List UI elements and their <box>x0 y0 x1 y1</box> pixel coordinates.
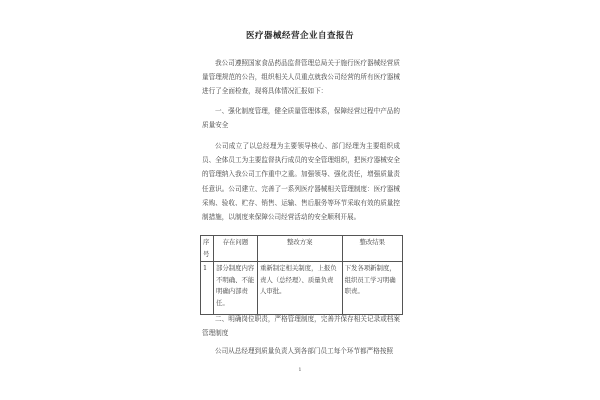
header-problem: 存在问题 <box>213 236 257 262</box>
header-result: 整改结果 <box>342 236 402 262</box>
table-row <box>201 262 403 315</box>
cell-problem: 部分制度内容不明确、不能明确内部责任。 <box>213 262 257 315</box>
page-number: 1 <box>298 367 302 373</box>
section-2-body: 公司从总经理到质量负责人到各部门员工每个环节都严格按照 <box>215 347 394 355</box>
rectification-table <box>200 235 403 315</box>
section-1-body: 公司成立了以总经理为主要领导核心、部门经理为主要组织成员、全体员工为主要监督执行成员的安全管理组织，把医疗器械安全的管理纳入我公司工作重中之重。加强领导、强化责任，增强质量责任意识。公司建立、完善了一系列医疗器械相关管理制度：医疗器械采购、验收、贮存、销售、运输、售后服务等环节采取有效的质量控制措施，以制度来保障公司经营活动的安全顺利开展。 <box>202 142 400 222</box>
cell-result: 下发各项新制度，组织员工学习明确职责。 <box>342 262 402 315</box>
cell-serial-number: 1 <box>201 262 214 315</box>
header-serial-number: 序号 <box>201 236 214 262</box>
table-header-row <box>201 236 403 262</box>
document-title: 医疗器械经营企业自查报告 <box>245 31 354 41</box>
cell-plan: 重新制定相关制度，上报负责人（总经理）、质量负责人审批。 <box>257 262 342 315</box>
section-heading-1: 一、强化制度管理，健全质量管理体系，保障经营过程中产品的质量安全 <box>202 107 400 130</box>
header-plan: 整改方案 <box>257 236 342 262</box>
section-heading-2: 二、明确岗位职责，严格管理制度，完善并保存相关记录或档案管理制度 <box>202 315 400 338</box>
intro-paragraph: 我公司遵照国家食品药品监督管理总局关于施行医疗器械经营质量管理规范的公告，组织相关人员重点就我公司经营的所有医疗器械进行了全面检查，现将具体情况汇报如下： <box>202 59 400 96</box>
